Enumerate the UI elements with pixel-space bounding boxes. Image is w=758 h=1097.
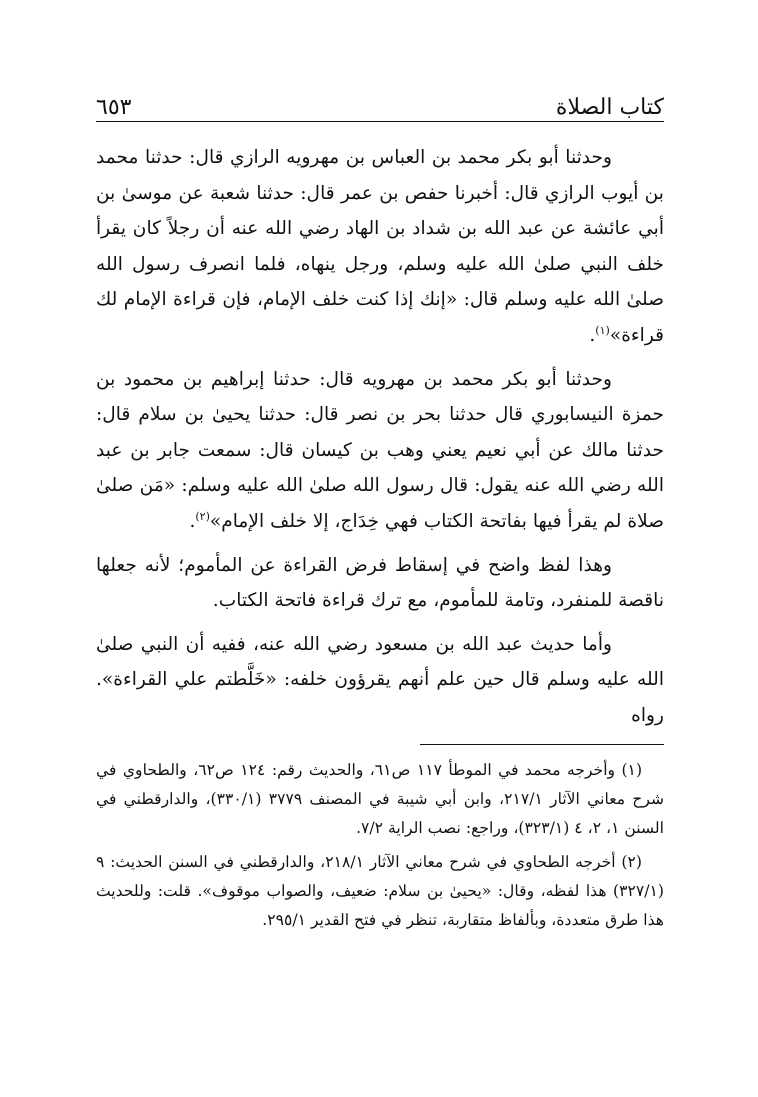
footnote-2: (٢) أخرجه الطحاوي في شرح معاني الآثار ٢١٨/١، والدارقطني في السنن الحديث: ٩ (٣٢٧/١) هذا لفظه، وقال: «يحيىٰ بن سلام: ضعيف، والصواب موقوف». قلت: وللحديث هذا طرق متعددة، وبألفاظ متقاربة، تنظر في فتح القدير ٢٩٥/١. [96,852,664,930]
footnote-ref-1[interactable]: (١) [595,323,610,337]
footnote-ref-2[interactable]: (٢) [195,509,210,523]
main-text [96,140,664,742]
footnotes [96,756,664,939]
footnote-divider [420,744,664,745]
paragraph-4: وأما حديث عبد الله بن مسعود رضي الله عنه، ففيه أن النبي صلىٰ الله عليه وسلم قال حين علم أنهم يقرؤون خلفه: «خَلَّطتم علي القراءة». رواه [96,633,664,726]
paragraph-3: وهذا لفظ واضح في إسقاط فرض القراءة عن المأموم؛ لأنه جعلها ناقصة للمنفرد، وتامة للمأموم، مع ترك قراءة فاتحة الكتاب. [96,554,664,612]
paragraph-2-text: وحدثنا أبو بكر محمد بن مهرويه قال: حدثنا إبراهيم بن محمود بن حمزة النيسابوري قال حدثنا بحر بن نصر قال: حدثنا يحيىٰ بن سلام قال: حدثنا مالك عن أبي نعيم يعني وهب بن كيسان قال: سمعت جابر بن عبد الله رضي الله عنه يقول: قال رسول الله صلىٰ الله عليه وسلم: «مَن صلىٰ صلاة لم يقرأ فيها بفاتحة الكتاب فهي خِدَاج، إلا خلف الإمام» [96,368,664,532]
page-number: ٦٥٣ [96,95,132,120]
page-header [96,84,664,120]
footnote-1: (١) وأخرجه محمد في الموطأ ١١٧ ص٦١، والحديث رقم: ١٢٤ ص٦٢، والطحاوي في شرح معاني الآثار ٢١٧/١، وابن أبي شيبة في المصنف ٣٧٧٩ (٣٣٠/١)، والدارقطني في السنن ١، ٢، ٤ (٣٢٣/١)، وراجع: نصب الراية ٧/٢. [96,761,665,838]
paragraph-2: وحدثنا أبو بكر محمد بن مهرويه قال: حدثنا إبراهيم بن محمود بن حمزة النيسابوري قال حدثنا بحر بن نصر قال: حدثنا يحيىٰ بن سلام قال: حدثنا مالك عن أبي نعيم يعني وهب بن كيسان قال: سمعت جابر بن عبد الله رضي الله عنه يقول: قال رسول الله صلىٰ الله عليه وسلم: «مَن صلىٰ صلاة لم يقرأ فيها بفاتحة الكتاب فهي خِدَاج، إلا خلف الإمام»$^{(٢)}$. [96,368,664,532]
header-divider [96,121,664,122]
paragraph-1-text: وحدثنا أبو بكر محمد بن العباس بن مهرويه الرازي قال: حدثنا محمد بن أيوب الرازي قال: أخبرنا حفص بن عمر قال: حدثنا شعبة عن موسىٰ بن أبي عائشة عن عبد الله بن شداد بن الهاد رضي الله عنه أن رجلاً كان يقرأ خلف النبي صلىٰ الله عليه وسلم، ورجل ينهاه، فلما انصرف رسول الله صلىٰ الله عليه وسلم قال: «إنك إذا كنت خلف الإمام، فإن قراءة الإمام لك قراءة» [96,147,664,346]
running-title: كتاب الصلاة [555,95,664,120]
paragraph-1: وحدثنا أبو بكر محمد بن العباس بن مهرويه الرازي قال: حدثنا محمد بن أيوب الرازي قال: أخبرنا حفص بن عمر قال: حدثنا شعبة عن موسىٰ بن أبي عائشة عن عبد الله بن شداد بن الهاد رضي الله عنه أن رجلاً كان يقرأ خلف النبي صلىٰ الله عليه وسلم، ورجل ينهاه، فلما انصرف رسول الله صلىٰ الله عليه وسلم قال: «إنك إذا كنت خلف الإمام، فإن قراءة الإمام لك قراءة»$^{(١)}$. [96,147,664,346]
